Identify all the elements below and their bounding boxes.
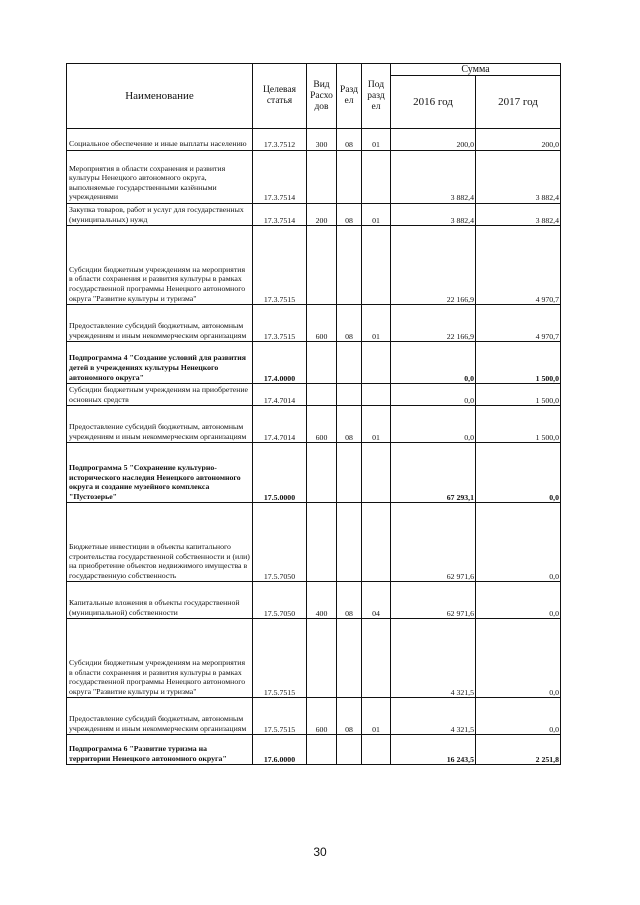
row-target: 17.3.7515 xyxy=(253,226,307,305)
row-subsection xyxy=(362,735,391,765)
row-sum-2017: 0,0 xyxy=(476,503,561,582)
header-section: Разд ел xyxy=(337,64,362,129)
row-target: 17.4.7014 xyxy=(253,406,307,443)
row-section xyxy=(337,342,362,384)
table-row xyxy=(67,204,561,226)
header-row xyxy=(67,64,561,76)
table-row xyxy=(67,226,561,305)
row-sum-2017: 1 500,0 xyxy=(476,384,561,406)
row-expense-type xyxy=(307,342,337,384)
row-expense-type xyxy=(307,443,337,503)
row-name: Субсидии бюджетным учреждениям на мероприятия в области сохранения и развития культуры в рамках государственной программы Ненецкого автономного округа "Развитие культуры и туризма" xyxy=(67,226,253,305)
row-target: 17.5.7050 xyxy=(253,503,307,582)
table-row xyxy=(67,406,561,443)
row-name: Субсидии бюджетным учреждениям на мероприятия в области сохранения и развития культуры в рамках государственной программы Ненецкого автономного округа "Развитие культуры и туризма" xyxy=(67,619,253,698)
row-section xyxy=(337,226,362,305)
row-subsection xyxy=(362,151,391,204)
row-expense-type: 600 xyxy=(307,305,337,342)
row-section: 08 xyxy=(337,406,362,443)
row-target: 17.3.7514 xyxy=(253,151,307,204)
budget-table xyxy=(66,63,561,765)
row-section: 08 xyxy=(337,582,362,619)
row-target: 17.5.7050 xyxy=(253,582,307,619)
row-sum-2016: 67 293,1 xyxy=(391,443,476,503)
row-subsection xyxy=(362,384,391,406)
row-expense-type: 600 xyxy=(307,698,337,735)
row-subsection xyxy=(362,342,391,384)
row-name: Предоставление субсидий бюджетным, автономным учреждениям и иным некоммерческим организациям xyxy=(67,305,253,342)
page-number: 30 xyxy=(313,845,327,859)
row-sum-2017: 0,0 xyxy=(476,443,561,503)
row-subsection: 01 xyxy=(362,305,391,342)
row-sum-2016: 200,0 xyxy=(391,129,476,151)
row-expense-type: 300 xyxy=(307,129,337,151)
row-subsection: 01 xyxy=(362,129,391,151)
row-sum-2016: 3 882,4 xyxy=(391,151,476,204)
row-target: 17.4.7014 xyxy=(253,384,307,406)
header-target: Целевая статья xyxy=(253,64,307,129)
row-name: Бюджетные инвестиции в объекты капитального строительства государственной собственности и (или) на приобретение объектов недвижимого имущества в государственную собственность xyxy=(67,503,253,582)
row-sum-2016: 4 321,5 xyxy=(391,698,476,735)
row-expense-type: 200 xyxy=(307,204,337,226)
row-name: Социальное обеспечение и иные выплаты населению xyxy=(67,129,253,151)
row-section: 08 xyxy=(337,204,362,226)
row-target: 17.3.7512 xyxy=(253,129,307,151)
table-row xyxy=(67,503,561,582)
row-target: 17.3.7515 xyxy=(253,305,307,342)
row-name: Капитальные вложения в объекты государственной (муниципальной) собственности xyxy=(67,582,253,619)
row-subsection xyxy=(362,619,391,698)
row-sum-2016: 0,0 xyxy=(391,342,476,384)
row-target: 17.5.7515 xyxy=(253,698,307,735)
row-expense-type xyxy=(307,384,337,406)
row-expense-type: 600 xyxy=(307,406,337,443)
table-row xyxy=(67,305,561,342)
row-sum-2017: 0,0 xyxy=(476,619,561,698)
table-row xyxy=(67,735,561,765)
row-subsection xyxy=(362,503,391,582)
table-row xyxy=(67,582,561,619)
header-expense-type: Вид Расхо дов xyxy=(307,64,337,129)
row-sum-2017: 0,0 xyxy=(476,582,561,619)
row-sum-2017: 4 970,7 xyxy=(476,305,561,342)
row-section: 08 xyxy=(337,305,362,342)
row-section xyxy=(337,443,362,503)
row-sum-2016: 3 882,4 xyxy=(391,204,476,226)
row-sum-2017: 0,0 xyxy=(476,698,561,735)
table-row xyxy=(67,443,561,503)
row-subsection: 01 xyxy=(362,698,391,735)
table-row xyxy=(67,129,561,151)
table-row xyxy=(67,151,561,204)
row-expense-type xyxy=(307,619,337,698)
row-sum-2016: 0,0 xyxy=(391,384,476,406)
row-target: 17.6.0000 xyxy=(253,735,307,765)
header-subsection: Под разд ел xyxy=(362,64,391,129)
row-expense-type xyxy=(307,503,337,582)
row-expense-type xyxy=(307,151,337,204)
row-target: 17.3.7514 xyxy=(253,204,307,226)
header-year-2017: 2017 год xyxy=(476,76,561,129)
header-name: Наименование xyxy=(67,64,253,129)
table-row xyxy=(67,619,561,698)
row-name: Подпрограмма 6 "Развитие туризма на территории Ненецкого автономного округа" xyxy=(67,735,253,765)
row-name: Закупка товаров, работ и услуг для государственных (муниципальных) нужд xyxy=(67,204,253,226)
header-sum: Сумма xyxy=(391,64,561,76)
row-name: Субсидии бюджетным учреждениям на приобретение основных средств xyxy=(67,384,253,406)
row-sum-2016: 16 243,5 xyxy=(391,735,476,765)
table-row xyxy=(67,698,561,735)
row-name: Мероприятия в области сохранения и развития культуры Ненецкого автономного округа, выполняемые государственными казёнными учреждениями xyxy=(67,151,253,204)
row-sum-2017: 3 882,4 xyxy=(476,204,561,226)
header-year-2016: 2016 год xyxy=(391,76,476,129)
row-target: 17.4.0000 xyxy=(253,342,307,384)
row-target: 17.5.7515 xyxy=(253,619,307,698)
row-subsection: 04 xyxy=(362,582,391,619)
row-sum-2016: 22 166,9 xyxy=(391,305,476,342)
row-section: 08 xyxy=(337,129,362,151)
row-section xyxy=(337,384,362,406)
row-section xyxy=(337,151,362,204)
table-row xyxy=(67,384,561,406)
row-section xyxy=(337,735,362,765)
row-sum-2017: 1 500,0 xyxy=(476,406,561,443)
row-name: Подпрограмма 5 "Сохранение культурно-исторического наследия Ненецкого автономного округа и создание музейного комплекса "Пустозерье" xyxy=(67,443,253,503)
row-sum-2017: 3 882,4 xyxy=(476,151,561,204)
row-subsection xyxy=(362,226,391,305)
row-name: Предоставление субсидий бюджетным, автономным учреждениям и иным некоммерческим организациям xyxy=(67,406,253,443)
row-expense-type xyxy=(307,226,337,305)
row-subsection xyxy=(362,443,391,503)
row-target: 17.5.0000 xyxy=(253,443,307,503)
row-subsection: 01 xyxy=(362,406,391,443)
row-expense-type: 400 xyxy=(307,582,337,619)
table-row xyxy=(67,342,561,384)
row-section xyxy=(337,619,362,698)
row-sum-2016: 62 971,6 xyxy=(391,582,476,619)
row-name: Подпрограмма 4 "Создание условий для развития детей в учреждениях культуры Ненецкого автономного округа" xyxy=(67,342,253,384)
row-sum-2016: 0,0 xyxy=(391,406,476,443)
row-sum-2016: 4 321,5 xyxy=(391,619,476,698)
row-section: 08 xyxy=(337,698,362,735)
row-sum-2017: 2 251,8 xyxy=(476,735,561,765)
row-sum-2017: 1 500,0 xyxy=(476,342,561,384)
row-name: Предоставление субсидий бюджетным, автономным учреждениям и иным некоммерческим организациям xyxy=(67,698,253,735)
row-sum-2016: 62 971,6 xyxy=(391,503,476,582)
row-sum-2016: 22 166,9 xyxy=(391,226,476,305)
row-expense-type xyxy=(307,735,337,765)
row-sum-2017: 200,0 xyxy=(476,129,561,151)
row-subsection: 01 xyxy=(362,204,391,226)
row-sum-2017: 4 970,7 xyxy=(476,226,561,305)
row-section xyxy=(337,503,362,582)
table-body xyxy=(67,129,561,765)
